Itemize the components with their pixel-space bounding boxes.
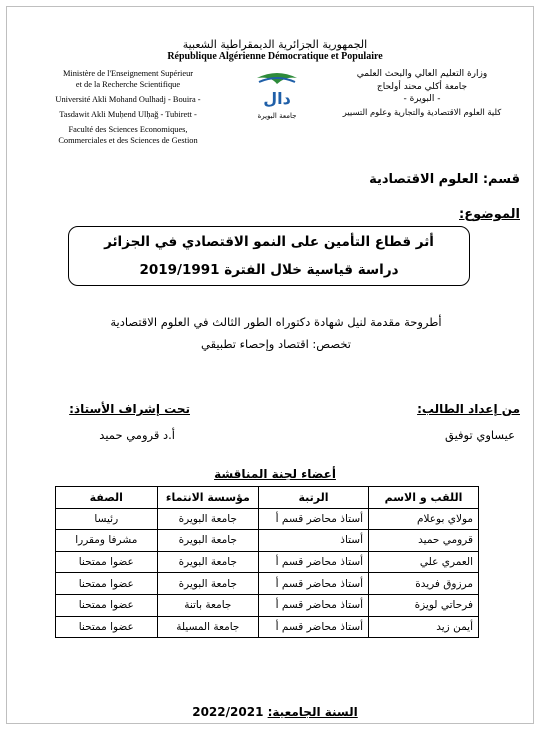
jury-table	[55, 486, 479, 638]
header-left-line: et de la Recherche Scientifique	[75, 80, 181, 89]
academic-year-label: السنة الجامعية:	[267, 705, 358, 719]
jury-header-row	[56, 487, 479, 509]
table-row	[56, 508, 479, 530]
university-logo	[247, 70, 307, 122]
thesis-title-line1: أثر قطاع التأمين على النمو الاقتصادي في الجزائر	[104, 234, 434, 250]
member-institution: جامعة البويرة	[157, 573, 259, 595]
jury-title: أعضاء لجنة المناقشة	[214, 467, 336, 481]
supervisor-label: تحت إشراف الأستاذ:	[69, 402, 190, 416]
supervisor-name: أ.د قرومي حميد	[99, 428, 175, 442]
member-role: عضوا ممتحنا	[56, 594, 158, 616]
column-header: مؤسسة الانتماء	[157, 487, 259, 509]
column-header: الصفة	[56, 487, 158, 509]
thesis-title-line2: دراسة قياسية خلال الفترة 2019/1991	[139, 262, 399, 278]
member-name: قرومي حميد	[369, 530, 479, 552]
member-institution: جامعة البويرة	[157, 530, 259, 552]
member-role: عضوا ممتحنا	[56, 573, 158, 595]
academic-year	[150, 705, 400, 719]
member-rank: أستاذ محاضر قسم أ	[259, 573, 369, 595]
header-right-line: - البويرة -	[403, 94, 441, 104]
republic-french: République Algérienne Démocratique et Populaire	[167, 51, 383, 62]
student-name: عيساوي توفيق	[444, 428, 515, 442]
member-role: مشرفا ومقررا	[56, 530, 158, 552]
member-rank: أستاذ محاضر قسم أ	[259, 508, 369, 530]
member-role: عضوا ممتحنا	[56, 551, 158, 573]
logo-caption: جامعة البويرة	[257, 112, 297, 120]
header-right-line: كلية العلوم الاقتصادية والتجارية وعلوم التسيير	[342, 106, 502, 117]
member-institution: جامعة البويرة	[157, 551, 259, 573]
student-label: من إعداد الطالب:	[417, 402, 520, 416]
table-row	[56, 594, 479, 616]
member-rank: أستاذ محاضر قسم أ	[259, 616, 369, 638]
member-name: العمري علي	[369, 551, 479, 573]
member-institution: جامعة باتنة	[157, 594, 259, 616]
university-logo-icon	[247, 70, 307, 122]
table-row	[56, 616, 479, 638]
specialty: تخصص: اقتصاد وإحصاء تطبيقي	[200, 337, 351, 351]
academic-year-value: 2022/2021	[192, 705, 264, 719]
member-role: رئيسا	[56, 508, 158, 530]
republic-arabic: الجمهورية الجزائرية الديمقراطية الشعبية	[182, 38, 368, 51]
logo-mark: دال	[263, 89, 291, 108]
member-role: عضوا ممتحنا	[56, 616, 158, 638]
thesis-description: أطروحة مقدمة لنيل شهادة دكتوراه الطور الثالث في العلوم الاقتصادية	[110, 315, 442, 329]
member-name: فرحاتي لويزة	[369, 594, 479, 616]
member-name: أيمن زيد	[369, 616, 479, 638]
member-name: مرزوق فريدة	[369, 573, 479, 595]
member-name: مولاي بوعلام	[369, 508, 479, 530]
header-right-block	[322, 68, 522, 118]
header-left-line: Commerciales et des Sciences de Gestion	[58, 136, 198, 145]
column-header: اللقب و الاسم	[369, 487, 479, 509]
column-header: الرتبة	[259, 487, 369, 509]
header-left-line: Université Akli Mohand Oulhadj - Bouira -	[55, 95, 201, 104]
member-rank: أستاذ	[259, 530, 369, 552]
member-rank: أستاذ محاضر قسم أ	[259, 551, 369, 573]
member-institution: جامعة المسيلة	[157, 616, 259, 638]
member-rank: أستاذ محاضر قسم أ	[259, 594, 369, 616]
table-row	[56, 530, 479, 552]
header-left-line: Tasdawit Akli Muḥend Ulḥağ - Tubirett -	[59, 110, 197, 119]
header-left-block	[28, 68, 228, 146]
subject-label: الموضوع:	[459, 207, 520, 222]
member-institution: جامعة البويرة	[157, 508, 259, 530]
header-right-line: جامعة أكلي محند أولحاج	[376, 81, 468, 92]
header-right-line: وزارة التعليم العالي والبحث العلمي	[356, 69, 488, 79]
table-row	[56, 551, 479, 573]
header-left-line: Faculté des Sciences Economiques,	[68, 125, 188, 134]
header-left-line: Ministère de l'Enseignement Supérieur	[62, 69, 194, 78]
table-row	[56, 573, 479, 595]
department: قسم: العلوم الاقتصادية	[369, 172, 520, 187]
